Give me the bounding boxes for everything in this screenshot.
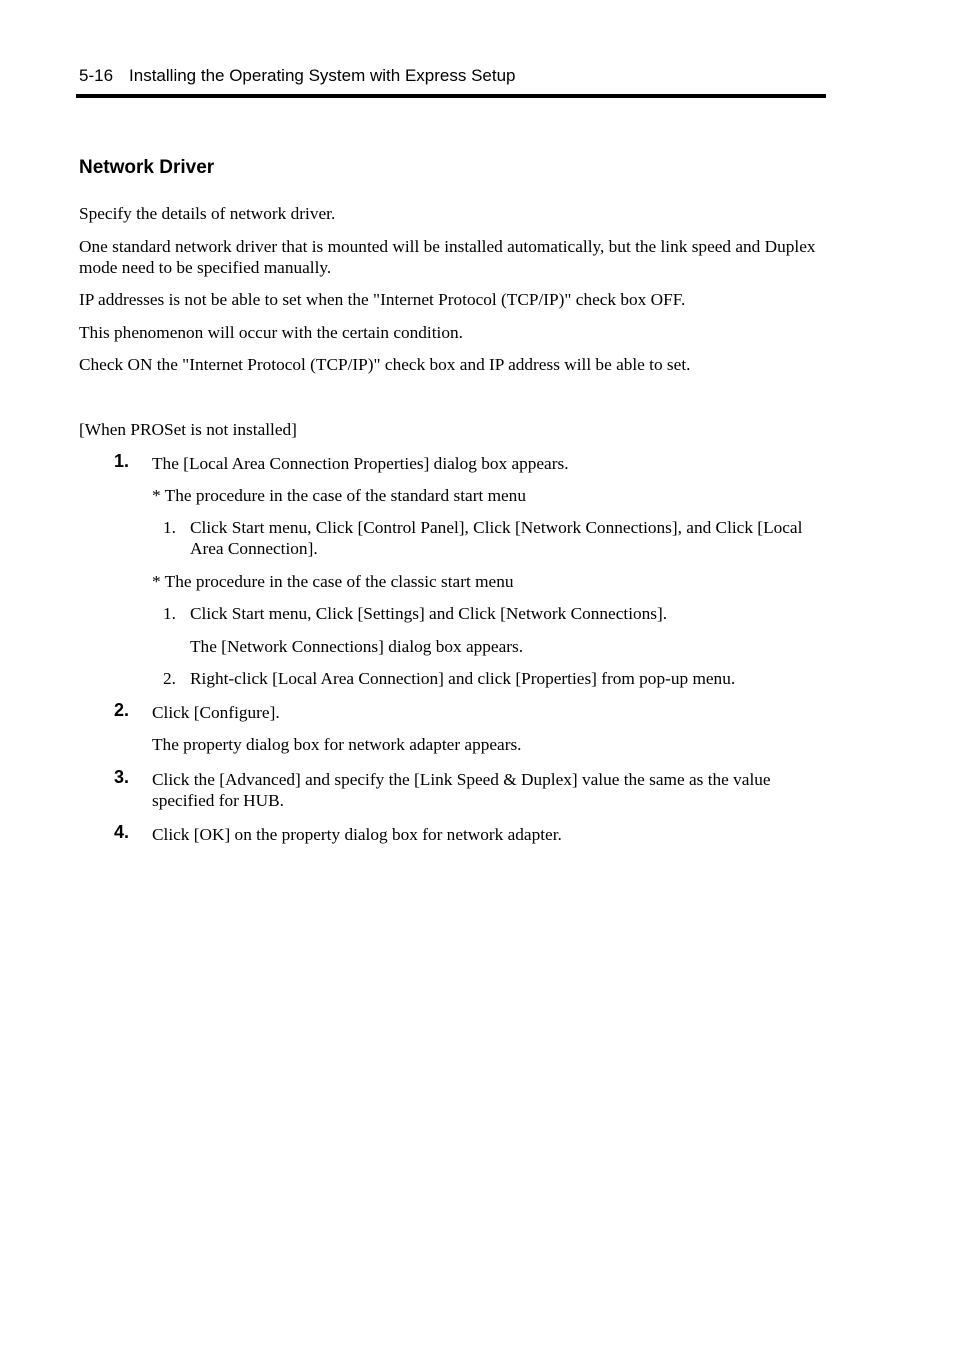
substep-text: Click Start menu, Click [Settings] and Click [Network Connections]. xyxy=(190,604,668,623)
page-number: 5-16 xyxy=(79,66,114,85)
chapter-title: Installing the Operating System with Express Setup xyxy=(129,66,516,85)
step-number: 2. xyxy=(114,700,130,720)
step-text: Click [Configure]. xyxy=(152,703,280,722)
driver-paragraph: One standard network driver that is mounted will be installed automatically, but the link speed and Duplex mode need to be specified manually. xyxy=(79,237,816,277)
step-number: 3. xyxy=(114,767,130,787)
step-text: Click [OK] on the property dialog box for network adapter. xyxy=(152,825,562,844)
intro-paragraph: Specify the details of network driver. xyxy=(79,204,336,223)
substep-number: 2. xyxy=(163,669,176,688)
classic-menu-note: * The procedure in the case of the classic start menu xyxy=(152,572,514,591)
step-number: 1. xyxy=(114,451,130,471)
phenomenon-paragraph: This phenomenon will occur with the certain condition. xyxy=(79,323,463,342)
step-number: 4. xyxy=(114,822,130,842)
step-result: The property dialog box for network adapter appears. xyxy=(152,735,522,754)
section-heading: Network Driver xyxy=(79,157,215,178)
header-rule xyxy=(76,94,826,98)
substep-result: The [Network Connections] dialog box appears. xyxy=(190,637,524,656)
step-text: Click the [Advanced] and specify the [Link Speed & Duplex] value the same as the value specified for HUB. xyxy=(152,770,771,810)
ip-paragraph: IP addresses is not be able to set when the "Internet Protocol (TCP/IP)" check box OFF. xyxy=(79,290,686,309)
substep-text: Right-click [Local Area Connection] and click [Properties] from pop-up menu. xyxy=(190,669,736,688)
substep-number: 1. xyxy=(163,518,176,537)
step-text: The [Local Area Connection Properties] dialog box appears. xyxy=(152,454,569,473)
page-header xyxy=(79,66,516,86)
standard-menu-note: * The procedure in the case of the standard start menu xyxy=(152,486,526,505)
substep-number: 1. xyxy=(163,604,176,623)
condition-label: [When PROSet is not installed] xyxy=(79,420,297,439)
substep-text: Click Start menu, Click [Control Panel], Click [Network Connections], and Click [Local Area Connection]. xyxy=(190,518,803,558)
check-paragraph: Check ON the "Internet Protocol (TCP/IP)" check box and IP address will be able to set. xyxy=(79,355,691,374)
